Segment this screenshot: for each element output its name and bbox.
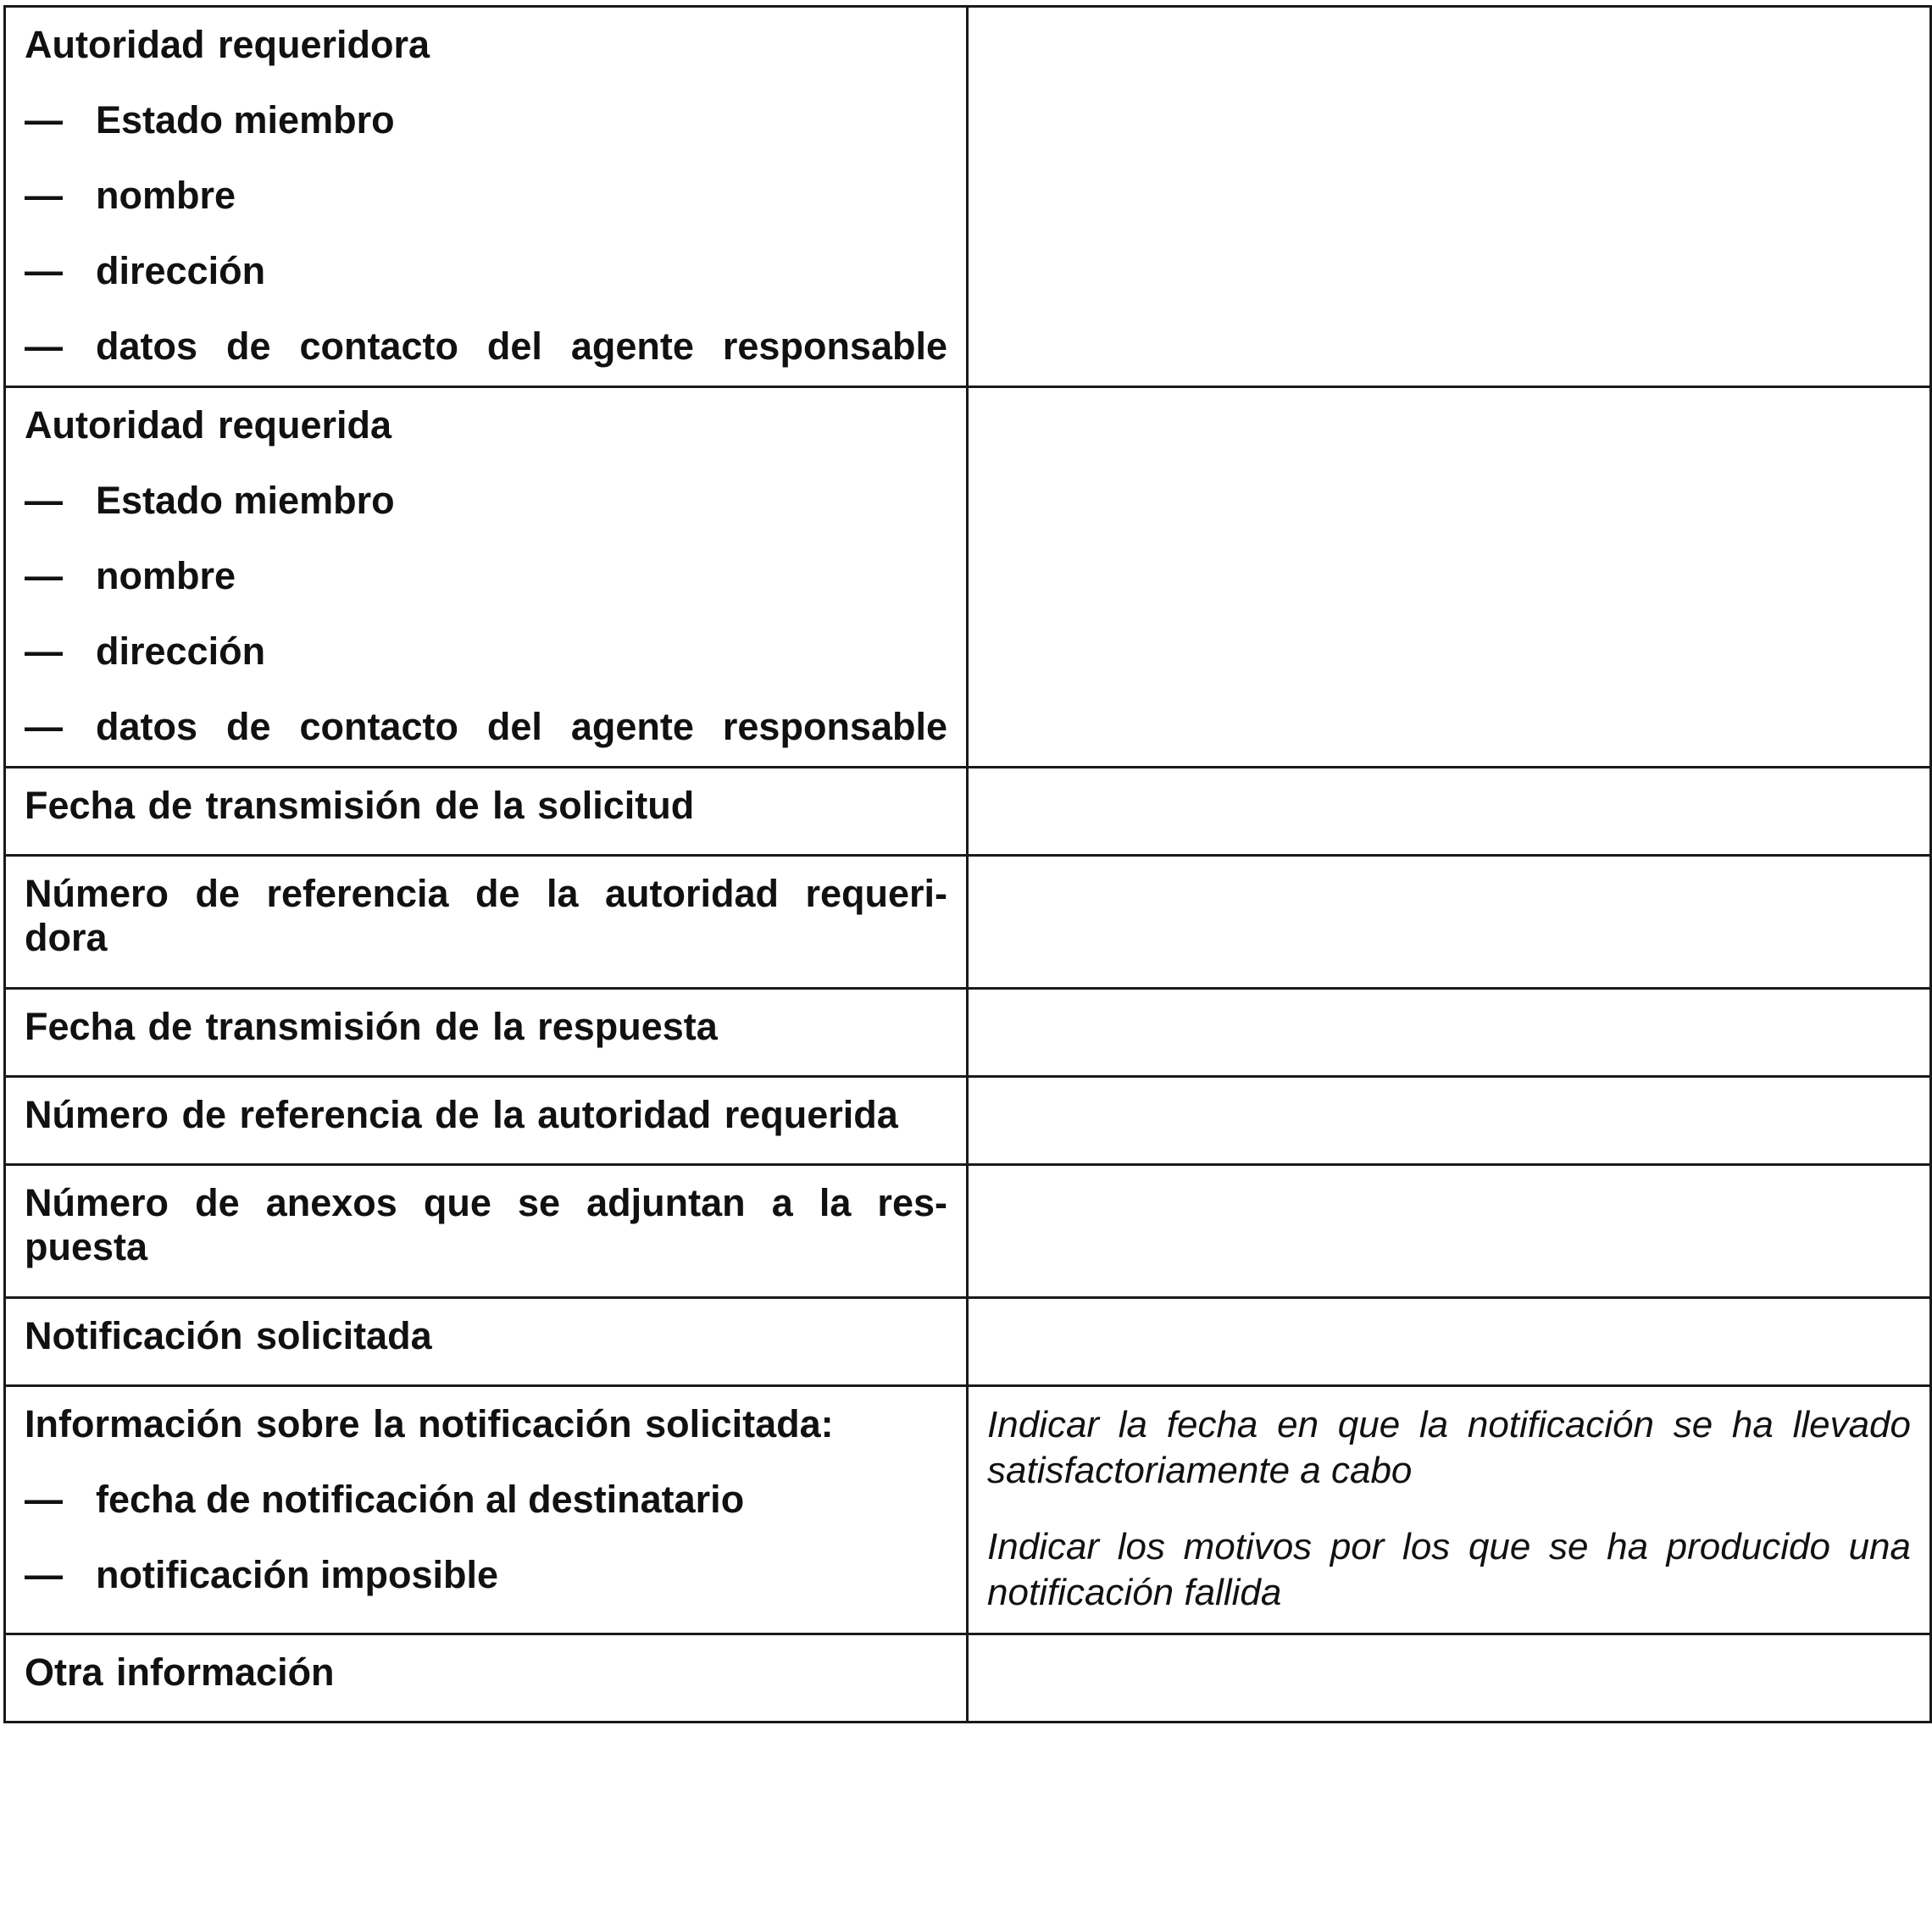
form-table [3, 5, 1932, 1723]
item-text: nombre [96, 554, 236, 597]
dash: — [25, 630, 63, 673]
table-row [5, 989, 1931, 1077]
row-label: Autoridad requerida [25, 403, 392, 447]
value-cell[interactable] [968, 768, 1931, 856]
dash: — [25, 249, 63, 292]
list-item [25, 1553, 947, 1597]
item-text: Estado miembro [96, 98, 395, 141]
dash: — [25, 325, 63, 368]
item-text: notificación imposible [96, 1553, 499, 1596]
list-item [25, 249, 947, 293]
table-row [5, 1298, 1931, 1386]
list-item [25, 630, 947, 674]
label-cell [5, 1077, 968, 1165]
label-cell [5, 856, 968, 989]
label-cell [5, 989, 968, 1077]
item-text: Estado miembro [96, 479, 395, 522]
item-text: dirección [96, 630, 266, 673]
dash: — [25, 174, 63, 217]
list-item [25, 479, 947, 523]
row-label: Información sobre la notificación solicitada: [25, 1402, 834, 1445]
row-label: Fecha de transmisión de la respuesta [25, 1005, 718, 1048]
row-label: Número de referencia de la autoridad requeri- dora [25, 872, 947, 959]
item-text: datos de contacto del agente responsable [96, 705, 947, 748]
item-text: nombre [96, 174, 236, 217]
item-text: datos de contacto del agente responsable [96, 325, 947, 368]
list-item [25, 705, 947, 749]
list-item [25, 98, 947, 142]
table-row [5, 1077, 1931, 1165]
row-label: Número de anexos que se adjuntan a la res- puesta [25, 1181, 947, 1268]
value-cell[interactable] [968, 989, 1931, 1077]
dash: — [25, 1478, 63, 1521]
table-row [5, 1165, 1931, 1298]
table-row [5, 1386, 1931, 1634]
instruction-note: Indicar la fecha en que la notificación se ha llevado satisfactoriamente a cabo [987, 1404, 1911, 1491]
dash: — [25, 98, 63, 141]
label-cell [5, 387, 968, 768]
value-cell[interactable] [968, 7, 1931, 387]
value-cell[interactable] [968, 1165, 1931, 1298]
item-text: fecha de notificación al destinatario [96, 1478, 745, 1521]
label-cell [5, 1165, 968, 1298]
row-label: Fecha de transmisión de la solicitud [25, 784, 695, 827]
row-label: Autoridad requeridora [25, 23, 430, 66]
list-item [25, 325, 947, 369]
value-cell[interactable] [968, 1634, 1931, 1723]
dash: — [25, 479, 63, 522]
table-row [5, 7, 1931, 387]
table-row [5, 1634, 1931, 1723]
table-row [5, 387, 1931, 768]
dash: — [25, 705, 63, 748]
instruction-note: Indicar los motivos por los que se ha producido una notificación fallida [987, 1526, 1911, 1613]
list-item [25, 1478, 947, 1522]
label-cell [5, 7, 968, 387]
label-cell [5, 768, 968, 856]
value-cell[interactable] [968, 387, 1931, 768]
dash: — [25, 1553, 63, 1596]
table-row [5, 856, 1931, 989]
row-label: Notificación solicitada [25, 1314, 432, 1357]
label-cell [5, 1298, 968, 1386]
value-cell[interactable] [968, 1298, 1931, 1386]
value-cell[interactable] [968, 856, 1931, 989]
item-text: dirección [96, 249, 266, 292]
label-cell [5, 1386, 968, 1634]
list-item [25, 554, 947, 598]
row-label: Número de referencia de la autoridad requerida [25, 1093, 898, 1136]
value-cell[interactable] [968, 1077, 1931, 1165]
label-cell [5, 1634, 968, 1723]
table-row [5, 768, 1931, 856]
row-label: Otra información [25, 1650, 335, 1694]
list-item [25, 174, 947, 218]
value-cell[interactable] [968, 1386, 1931, 1634]
dash: — [25, 554, 63, 597]
